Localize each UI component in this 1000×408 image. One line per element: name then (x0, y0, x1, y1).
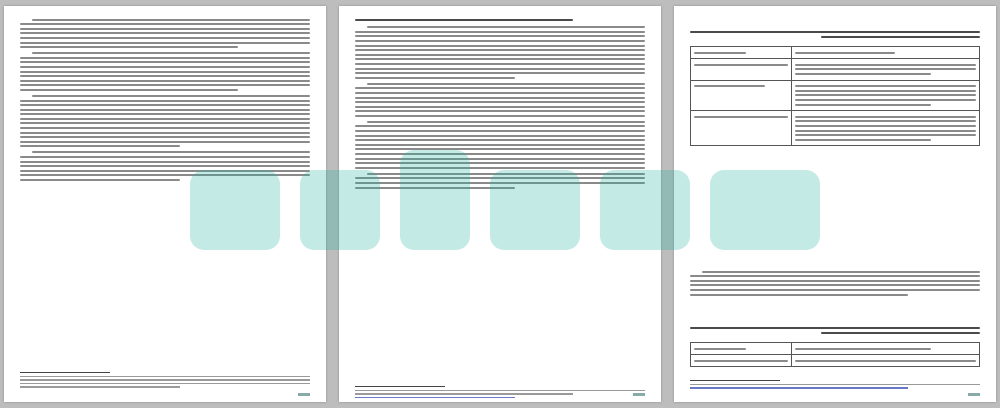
page-2-footnotes (355, 382, 645, 400)
page-2-body (355, 16, 645, 191)
page-1-footnotes (20, 368, 310, 390)
page-3 (674, 6, 996, 402)
page-number (298, 393, 310, 396)
page-2 (339, 6, 661, 402)
table-2-caption (690, 324, 980, 337)
page-number (633, 393, 645, 396)
table-1 (690, 46, 980, 146)
page-3-text (690, 268, 980, 298)
page-3-footnotes (690, 376, 980, 391)
table-2 (690, 342, 980, 367)
page-number (968, 393, 980, 396)
page-1 (4, 6, 326, 402)
page-1-body (20, 16, 310, 184)
table-1-caption (690, 28, 980, 41)
